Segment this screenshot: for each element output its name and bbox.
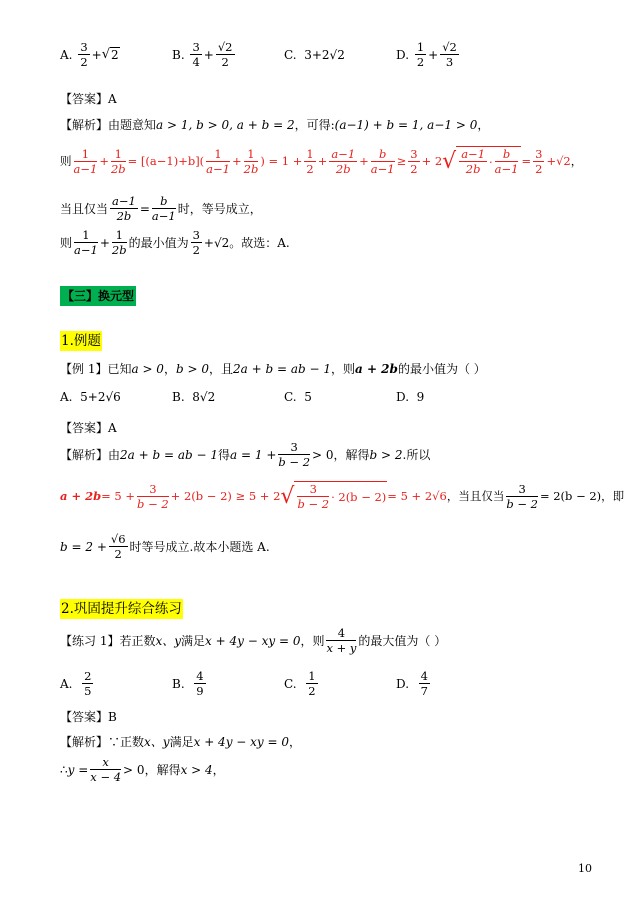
practice-1-option-b: B. $\frac{4}{9}$ <box>172 669 204 698</box>
example-1-analysis-line1: 【解析】 由 2a + b = ab − 1 得 a = 1 + $\frac{3}{b - 2}$ > 0 ，解得 b > 2 .所以 <box>60 440 431 469</box>
q0-minimum: 则 $\frac{1}{a-1}$ + $\frac{1}{2b}$ 的最小值为 $\frac{3}{2}$ + √2 。故选：A. <box>60 228 290 257</box>
q0-option-a: A. $\frac{3}{2}$ + √ 2 <box>60 40 119 69</box>
practice-1-option-c: C. $\frac{1}{2}$ <box>284 669 316 698</box>
example-1-option-c: C. 5 <box>284 390 312 404</box>
practice-1-answer: 【答案】B <box>60 710 117 724</box>
example-1-option-a: A. 5+2√6 <box>60 390 121 404</box>
q0-analysis-line1: 【解析】 由题意知 a > 1, b > 0, a + b = 2 ，可得: (a−1) + b = 1, a−1 > 0 ， <box>60 117 490 132</box>
practice-1-option-d: D. $\frac{4}{7}$ <box>396 669 428 698</box>
practice-1-analysis-line2: ∴ y = $\frac{x}{x - 4}$ > 0 ，解得 x > 4 ， <box>60 755 225 784</box>
q0-equation: 则 $\frac{1}{a-1}$ + $\frac{1}{2b}$ = [(a−1)+b]( $\frac{1}{a-1}$ + $\frac{1}{2b}$ ) = 1 + $\frac{1}{2}$ + $\frac{a-1}{2b}$ + $\frac{b}{a-1}$ ≥ $\frac{3}{2}$ + 2 √ $\frac{a-1}{2b}$ · $\frac{b}{a-1}$ = $\frac{3}{2}$ + √2 ， <box>60 146 583 176</box>
example-1-analysis-line3: b = 2 + $\frac{√6}{2}$ 时等号成立.故本小题选 A. <box>60 532 270 561</box>
sub-heading-example: 1.例题 <box>61 333 101 349</box>
fraction: $\frac{√2}{3}$ <box>442 40 457 69</box>
example-1-analysis-line2: a + 2b = 5 + $\frac{3}{b - 2}$ + 2(b − 2) ≥ 5 + 2 √ $\frac{3}{b - 2}$ · 2(b − 2) = 5 + 2 √6 ，当且仅当 $\frac{3}{b - 2}$ = 2(b − 2) ，即 <box>60 481 625 511</box>
practice-1-analysis-line1: 【解析】 ∵正数 x、y 满足 x + 4y − xy = 0 ， <box>60 734 302 749</box>
q0-option-c: C. 3+2√2 <box>284 48 345 62</box>
fraction: $\frac{3}{4}$ <box>192 40 200 69</box>
section-heading: 【三】换元型 <box>60 287 136 304</box>
q0-option-d: D. $\frac{1}{2}$ + $\frac{√2}{3}$ <box>396 40 457 69</box>
q0-answer: 【答案】A <box>60 92 117 106</box>
page-number: 10 <box>578 862 592 875</box>
example-1-option-d: D. 9 <box>396 390 425 404</box>
fraction: $\frac{3}{2}$ <box>80 40 88 69</box>
example-1-answer: 【答案】A <box>60 421 117 435</box>
sub-heading-practice: 2.巩固提升综合练习 <box>61 601 182 617</box>
q0-option-b: B. $\frac{3}{4}$ + $\frac{√2}{2}$ <box>172 40 233 69</box>
practice-1-option-a: A. $\frac{2}{5}$ <box>60 669 92 698</box>
q0-condition: 当且仅当 $\frac{a-1}{2b}$ = $\frac{b}{a-1}$ 时，等号成立， <box>60 194 262 223</box>
option-label: A. <box>60 47 73 62</box>
fraction: $\frac{√2}{2}$ <box>217 40 233 69</box>
practice-1-question: 【练习 1】 若正数 x、y 满足 x + 4y − xy = 0 ，则 $\frac{4}{x + y}$ 的最大值为（ ） <box>60 626 447 655</box>
fraction: $\frac{1}{2}$ <box>416 40 425 69</box>
example-1-option-b: B. 8√2 <box>172 390 216 404</box>
example-1-question: 【例 1】 已知 a > 0 ， b > 0 ，且 2a + b = ab − 1 ，则 a + 2b 的最小值为（ ） <box>60 361 486 376</box>
